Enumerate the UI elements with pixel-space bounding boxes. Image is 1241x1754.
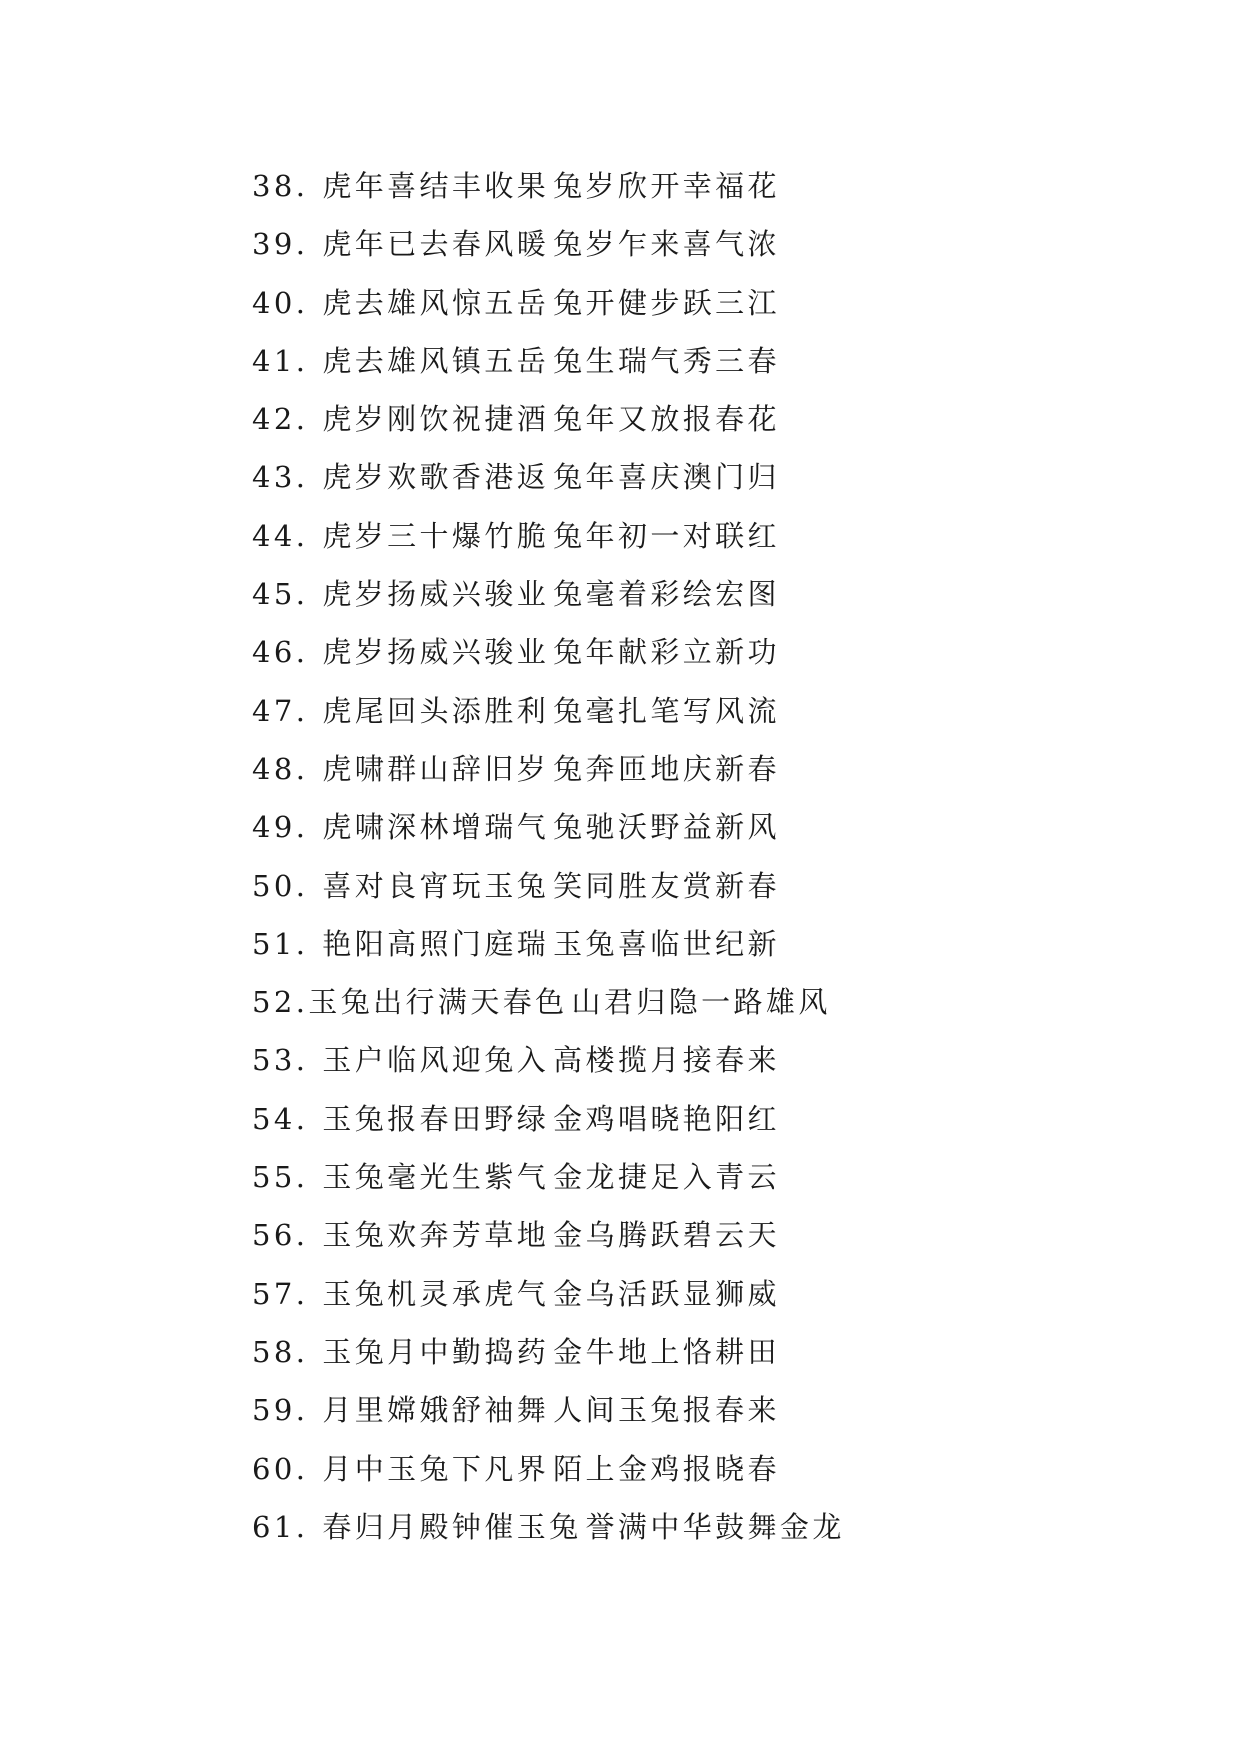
list-item (252, 798, 845, 856)
item-number: 49. (252, 810, 309, 845)
couplet-second-line: 兔岁乍来喜气浓 (553, 227, 780, 262)
item-number: 39. (252, 227, 309, 262)
couplet-first-line: 虎年喜结丰收果 (322, 169, 550, 203)
couplet-second-line: 金龙捷足入青云 (553, 1160, 780, 1195)
couplet-second-line: 陌上金鸡报晓春 (553, 1451, 780, 1486)
item-number: 56. (252, 1218, 309, 1253)
couplet-second-line: 兔年喜庆澳门归 (553, 460, 780, 495)
couplet-first-line: 玉户临风迎兔入 (322, 1043, 550, 1078)
list-item (252, 915, 845, 973)
item-number: 46. (252, 635, 309, 670)
couplet-first-line: 虎年已去春风暖 (322, 227, 550, 262)
couplet-first-line: 玉兔机灵承虎气 (322, 1276, 550, 1311)
couplet-second-line: 金乌腾跃碧云天 (553, 1218, 780, 1253)
couplet-first-line: 虎岁欢歌香港返 (322, 460, 550, 495)
couplet-second-line: 人间玉兔报春来 (553, 1393, 780, 1428)
item-number: 52. (252, 985, 309, 1020)
couplet-second-line: 兔开健步跃三江 (553, 285, 780, 320)
couplet-list (252, 157, 845, 1556)
item-number: 43. (252, 460, 309, 495)
list-item (252, 973, 845, 1031)
couplet-second-line: 兔年初一对联红 (553, 518, 780, 553)
couplet-second-line: 兔毫着彩绘宏图 (553, 577, 780, 612)
couplet-first-line: 玉兔毫光生紫气 (322, 1160, 550, 1195)
item-number: 40. (252, 285, 309, 320)
item-number: 38. (252, 169, 309, 203)
list-item (252, 1206, 845, 1264)
list-item (252, 215, 845, 273)
couplet-first-line: 虎去雄风镇五岳 (322, 343, 550, 378)
couplet-second-line: 金鸡唱晓艳阳红 (553, 1101, 780, 1136)
couplet-second-line: 玉兔喜临世纪新 (553, 926, 780, 961)
couplet-first-line: 虎岁三十爆竹脆 (322, 518, 550, 553)
couplet-second-line: 兔奔匝地庆新春 (553, 751, 780, 786)
couplet-first-line: 艳阳高照门庭瑞 (322, 926, 550, 961)
couplet-first-line: 春归月殿钟催玉兔 (322, 1509, 582, 1544)
item-number: 61. (252, 1509, 309, 1544)
couplet-second-line: 兔年又放报春花 (553, 402, 780, 437)
couplet-first-line: 虎岁扬威兴骏业 (322, 577, 550, 612)
item-number: 59. (252, 1393, 309, 1428)
list-item (252, 274, 845, 332)
item-number: 55. (252, 1160, 309, 1195)
couplet-first-line: 月中玉兔下凡界 (322, 1451, 550, 1486)
item-number: 51. (252, 926, 309, 961)
item-number: 57. (252, 1276, 309, 1311)
couplet-second-line: 山君归隐一路雄风 (571, 985, 831, 1020)
list-item (252, 565, 845, 623)
list-item (252, 1498, 845, 1556)
list-item (252, 507, 845, 565)
couplet-second-line: 兔驰沃野益新风 (553, 810, 780, 845)
couplet-second-line: 笑同胜友赏新春 (553, 868, 780, 903)
list-item (252, 623, 845, 681)
list-item (252, 1031, 845, 1089)
list-item (252, 390, 845, 448)
couplet-second-line: 兔毫扎笔写风流 (553, 693, 780, 728)
list-item (252, 1090, 845, 1148)
item-number: 47. (252, 693, 309, 728)
couplet-first-line: 虎啸群山辞旧岁 (322, 751, 550, 786)
list-item (252, 157, 845, 215)
couplet-first-line: 玉兔欢奔芳草地 (322, 1218, 550, 1253)
list-item (252, 1148, 845, 1206)
item-number: 58. (252, 1334, 309, 1369)
couplet-second-line: 誉满中华鼓舞金龙 (585, 1509, 845, 1544)
couplet-first-line: 虎岁刚饮祝捷酒 (322, 402, 550, 437)
couplet-first-line: 虎去雄风惊五岳 (322, 285, 550, 320)
couplet-first-line: 玉兔报春田野绿 (322, 1101, 550, 1136)
couplet-first-line: 月里嫦娥舒袖舞 (322, 1393, 550, 1428)
list-item (252, 1381, 845, 1439)
item-number: 53. (252, 1043, 309, 1078)
list-item (252, 448, 845, 506)
list-item (252, 1440, 845, 1498)
couplet-second-line: 兔生瑞气秀三春 (553, 343, 780, 378)
item-number: 45. (252, 577, 309, 612)
couplet-first-line: 虎尾回头添胜利 (322, 693, 550, 728)
item-number: 50. (252, 868, 309, 903)
couplet-second-line: 高楼揽月接春来 (553, 1043, 780, 1078)
list-item (252, 332, 845, 390)
item-number: 41. (252, 343, 309, 378)
couplet-second-line: 兔岁欣开幸福花 (553, 169, 780, 203)
list-item (252, 1323, 845, 1381)
item-number: 54. (252, 1101, 309, 1136)
item-number: 48. (252, 751, 309, 786)
couplet-first-line: 虎岁扬威兴骏业 (322, 635, 550, 670)
couplet-first-line: 玉兔出行满天春色 (308, 985, 568, 1020)
couplet-second-line: 金牛地上恪耕田 (553, 1334, 780, 1369)
couplet-second-line: 金乌活跃显狮威 (553, 1276, 780, 1311)
list-item (252, 682, 845, 740)
list-item (252, 857, 845, 915)
item-number: 60. (252, 1451, 309, 1486)
couplet-first-line: 喜对良宵玩玉兔 (322, 868, 550, 903)
item-number: 44. (252, 518, 309, 553)
couplet-second-line: 兔年献彩立新功 (553, 635, 780, 670)
couplet-first-line: 虎啸深林增瑞气 (322, 810, 550, 845)
item-number: 42. (252, 402, 309, 437)
couplet-first-line: 玉兔月中勤捣药 (322, 1334, 550, 1369)
list-item (252, 740, 845, 798)
list-item (252, 1265, 845, 1323)
